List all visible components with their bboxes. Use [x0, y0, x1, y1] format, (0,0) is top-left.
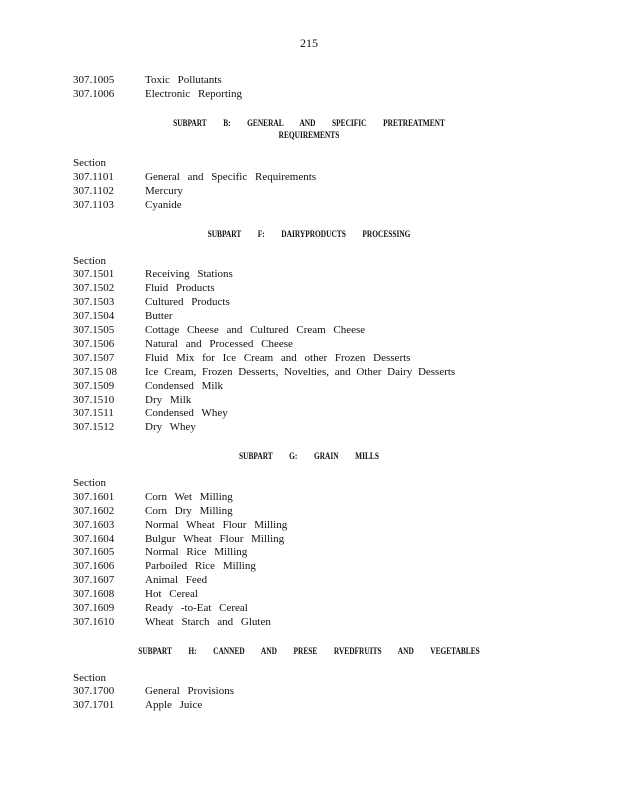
toc-entry [73, 545, 247, 559]
section-number: 307.1101 [73, 171, 114, 183]
section-title: Normal Wheat Flour Milling [145, 519, 288, 531]
section-title: Wheat Starch and Gluten [145, 616, 271, 628]
section-title: General and Specific Requirements [145, 171, 317, 183]
section-title: Normal Rice Milling [145, 546, 248, 558]
toc-entry [73, 351, 410, 365]
section-title: Condensed Whey [145, 407, 228, 419]
section-title: Ready -to-Eat Cereal [145, 602, 248, 614]
section-number: 307.1604 [73, 533, 115, 545]
toc-entry [73, 518, 287, 532]
section-title: Electronic Reporting [145, 88, 242, 100]
section-number: 307.1701 [73, 699, 115, 711]
section-number: 307.1005 [73, 74, 115, 86]
section-number: 307.1505 [73, 324, 115, 336]
section-title: Hot Cereal [145, 588, 198, 600]
toc-entry [73, 198, 182, 212]
section-title: Cyanide [145, 199, 182, 211]
section-title: Animal Feed [145, 574, 208, 586]
toc-entry-307-1006 [73, 87, 242, 101]
toc-entry-307-1005 [73, 73, 222, 87]
section-title: Condensed Milk [145, 380, 224, 392]
section-title: Dry Whey [145, 421, 196, 433]
section-number: 307.1509 [73, 380, 115, 392]
section-number: 307.1700 [73, 685, 115, 697]
section-label: Section [73, 255, 106, 267]
subpart-g-heading: SUBPART G: GRAIN MILLS [239, 451, 379, 461]
subpart-f-heading: SUBPART F: DAIRYPRODUCTS PROCESSING [207, 229, 411, 239]
toc-entry [73, 309, 173, 323]
subpart-b-heading: SUBPART B: GENERAL AND SPECIFIC PRETREATMENT [173, 118, 445, 128]
section-number: 307.1607 [73, 574, 115, 586]
section-number: 307.1603 [73, 519, 115, 531]
section-number: 307.1501 [73, 268, 115, 280]
toc-entry [73, 504, 233, 518]
toc-entry [73, 532, 284, 546]
section-title: Corn Wet Milling [145, 491, 233, 503]
toc-entry [73, 601, 248, 615]
section-number: 307.15 08 [73, 366, 117, 378]
toc-entry [73, 684, 234, 698]
section-number: 307.1103 [73, 199, 114, 211]
toc-entry [73, 365, 455, 379]
section-number: 307.1606 [73, 560, 115, 572]
toc-entry [73, 393, 191, 407]
toc-entry [73, 698, 202, 712]
section-number: 307.1506 [73, 338, 115, 350]
section-number: 307.1511 [73, 407, 114, 419]
toc-entry [73, 281, 214, 295]
toc-entry [73, 559, 256, 573]
section-number: 307.1502 [73, 282, 115, 294]
toc-entry [73, 490, 233, 504]
section-number: 307.1503 [73, 296, 115, 308]
toc-entry [73, 587, 198, 601]
section-number: 307.1605 [73, 546, 115, 558]
section-title: Bulgur Wheat Flour Milling [145, 533, 285, 545]
section-title: Butter [145, 310, 173, 322]
section-label: Section [73, 477, 106, 489]
section-number: 307.1102 [73, 185, 114, 197]
section-number: 307.1609 [73, 602, 115, 614]
section-title: Receiving Stations [145, 268, 233, 280]
toc-entry [73, 573, 207, 587]
page-number: 215 [300, 36, 318, 50]
section-title: Dry Milk [145, 394, 192, 406]
toc-entry [73, 420, 196, 434]
section-number: 307.1602 [73, 505, 115, 517]
toc-entry [73, 406, 228, 420]
toc-entry [73, 170, 316, 184]
toc-entry [73, 184, 183, 198]
section-number: 307.1512 [73, 421, 115, 433]
section-label: Section [73, 157, 106, 169]
section-title: Toxic Pollutants [145, 74, 222, 86]
section-title: Apple Juice [145, 699, 203, 711]
section-number: 307.1006 [73, 88, 115, 100]
section-title: Cottage Cheese and Cultured Cream Cheese [145, 324, 366, 336]
section-label: Section [73, 672, 106, 684]
section-number: 307.1608 [73, 588, 115, 600]
toc-entry [73, 615, 271, 629]
section-title: Natural and Processed Cheese [145, 338, 293, 350]
toc-entry [73, 267, 233, 281]
section-title: Ice Cream, Frozen Desserts, Novelties, and Other Dairy Desserts [145, 366, 456, 378]
subpart-h-heading: SUBPART H: CANNED AND PRESE RVEDFRUITS AND VEGETABLES [138, 646, 480, 656]
toc-entry [73, 323, 365, 337]
section-title: Parboiled Rice Milling [145, 560, 256, 572]
section-title: Corn Dry Milling [145, 505, 233, 517]
section-title: Mercury [145, 185, 183, 197]
section-number: 307.1510 [73, 394, 115, 406]
section-number: 307.1507 [73, 352, 115, 364]
section-number: 307.1610 [73, 616, 115, 628]
toc-entry [73, 379, 223, 393]
section-title: Fluid Mix for Ice Cream and other Frozen Desserts [145, 352, 411, 364]
subpart-b-heading-line2: REQUIREMENTS [278, 130, 340, 140]
toc-entry [73, 337, 293, 351]
section-number: 307.1601 [73, 491, 115, 503]
section-title: Cultured Products [145, 296, 230, 308]
section-title: Fluid Products [145, 282, 215, 294]
toc-entry [73, 295, 230, 309]
section-title: General Provisions [145, 685, 235, 697]
section-number: 307.1504 [73, 310, 115, 322]
